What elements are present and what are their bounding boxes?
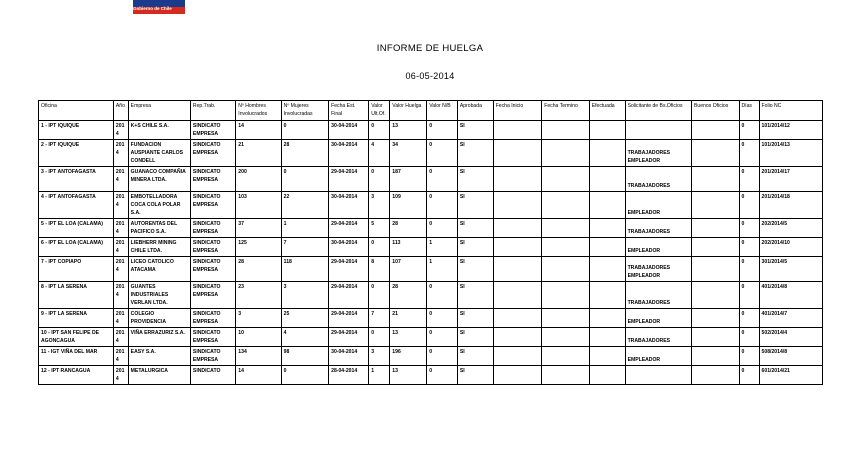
cell-hombres: 125	[236, 238, 281, 257]
cell-aprobada: SI	[457, 219, 493, 238]
cell-ult: 1	[369, 366, 390, 385]
cell-mujeres: 1	[281, 219, 328, 238]
cell-hombres: 23	[236, 282, 281, 309]
cell-oficina: 7 - IPT COPIAPO	[39, 257, 114, 282]
cell-folio: 201/2014/17	[759, 167, 822, 192]
cell-dias: 0	[739, 257, 759, 282]
cell-anio: 2014	[113, 309, 128, 328]
table-row	[39, 192, 823, 219]
cell-nb: 0	[427, 140, 458, 167]
cell-hombres: 21	[236, 140, 281, 167]
cell-termino	[542, 347, 589, 366]
cell-nb: 0	[427, 366, 458, 385]
cell-folio: 202/2014/5	[759, 219, 822, 238]
cell-ult: 4	[369, 140, 390, 167]
cell-nb: 1	[427, 238, 458, 257]
cell-fecha-est: 30-04-2014	[329, 238, 369, 257]
cell-fecha-est: 29-04-2014	[329, 328, 369, 347]
table-row	[39, 282, 823, 309]
cell-folio: 101/2014/12	[759, 121, 822, 140]
cell-mujeres: 0	[281, 121, 328, 140]
cell-anio: 2014	[113, 219, 128, 238]
table-row	[39, 366, 823, 385]
cell-mujeres: 25	[281, 309, 328, 328]
cell-folio: 202/2014/10	[759, 238, 822, 257]
cell-hombres: 3	[236, 309, 281, 328]
cell-ult: 3	[369, 347, 390, 366]
cell-huelga: 113	[390, 238, 427, 257]
cell-anio: 2014	[113, 192, 128, 219]
column-header: Valor N/B	[427, 101, 458, 121]
cell-termino	[542, 282, 589, 309]
cell-mujeres: 28	[281, 140, 328, 167]
gobierno-logo	[133, 0, 185, 14]
cell-aprobada: SI	[457, 140, 493, 167]
logo-red-band	[133, 7, 185, 14]
cell-buenos	[692, 257, 739, 282]
column-header: Rep.Trab.	[190, 101, 235, 121]
cell-nb: 0	[427, 309, 458, 328]
cell-empresa: GUANTES INDUSTRIALES VERLAN LTDA.	[128, 282, 190, 309]
cell-inicio	[493, 219, 542, 238]
cell-fecha-est: 30-04-2014	[329, 192, 369, 219]
cell-dias: 0	[739, 167, 759, 192]
cell-solicitante: TRABAJADORES	[625, 219, 691, 238]
cell-rep: SINDICATO EMPRESA	[190, 328, 235, 347]
cell-ult: 0	[369, 238, 390, 257]
column-header: Fecha Est. Final	[329, 101, 369, 121]
cell-rep: SINDICATO EMPRESA	[190, 140, 235, 167]
column-header: Oficina	[39, 101, 114, 121]
cell-efectuada	[589, 192, 625, 219]
cell-empresa: FUNDACION AUSPIANTE CARLOS CONDELL	[128, 140, 190, 167]
logo-label: Gobierno de Chile	[133, 6, 172, 11]
cell-rep: SINDICATO EMPRESA	[190, 167, 235, 192]
cell-nb: 0	[427, 192, 458, 219]
cell-fecha-est: 30-04-2014	[329, 347, 369, 366]
cell-oficina: 3 - IPT ANTOFAGASTA	[39, 167, 114, 192]
report-title: INFORME DE HUELGA	[376, 43, 484, 54]
cell-rep: SINDICATO EMPRESA	[190, 309, 235, 328]
column-header: Valor Ult.Of.	[369, 101, 390, 121]
table-row	[39, 309, 823, 328]
cell-aprobada: SI	[457, 282, 493, 309]
cell-buenos	[692, 347, 739, 366]
cell-dias: 0	[739, 121, 759, 140]
table-row	[39, 140, 823, 167]
cell-efectuada	[589, 140, 625, 167]
cell-hombres: 200	[236, 167, 281, 192]
cell-huelga: 109	[390, 192, 427, 219]
cell-rep: SINDICATO EMPRESA	[190, 192, 235, 219]
column-header: Aprobada	[457, 101, 493, 121]
strike-report-table	[38, 100, 823, 385]
cell-oficina: 9 - IPT LA SERENA	[39, 309, 114, 328]
cell-inicio	[493, 366, 542, 385]
column-header: Valor Huelga	[390, 101, 427, 121]
cell-termino	[542, 140, 589, 167]
cell-inicio	[493, 309, 542, 328]
cell-nb: 0	[427, 347, 458, 366]
cell-empresa: COLEGIO PROVIDENCIA	[128, 309, 190, 328]
cell-anio: 2014	[113, 257, 128, 282]
cell-solicitante	[625, 366, 691, 385]
cell-solicitante: TRABAJADORES EMPLEADOR	[625, 257, 691, 282]
cell-ult: 0	[369, 121, 390, 140]
column-header: Nº Hombres Involucrados	[236, 101, 281, 121]
cell-rep: SINDICATO EMPRESA	[190, 347, 235, 366]
cell-aprobada: SI	[457, 309, 493, 328]
column-header: Empresa	[128, 101, 190, 121]
column-header: Año	[113, 101, 128, 121]
cell-dias: 0	[739, 140, 759, 167]
cell-aprobada: SI	[457, 347, 493, 366]
cell-buenos	[692, 192, 739, 219]
cell-huelga: 187	[390, 167, 427, 192]
column-header: Días	[739, 101, 759, 121]
cell-anio: 2014	[113, 167, 128, 192]
cell-aprobada: SI	[457, 238, 493, 257]
cell-huelga: 13	[390, 328, 427, 347]
cell-ult: 8	[369, 257, 390, 282]
cell-ult: 7	[369, 309, 390, 328]
cell-empresa: EASY S.A.	[128, 347, 190, 366]
cell-dias: 0	[739, 219, 759, 238]
cell-fecha-est: 29-04-2014	[329, 219, 369, 238]
cell-mujeres: 3	[281, 282, 328, 309]
cell-inicio	[493, 121, 542, 140]
cell-empresa: EMBOTELLADORA COCA COLA POLAR S.A.	[128, 192, 190, 219]
cell-inicio	[493, 238, 542, 257]
cell-nb: 0	[427, 121, 458, 140]
cell-hombres: 14	[236, 366, 281, 385]
cell-dias: 0	[739, 328, 759, 347]
cell-empresa: AUTORENTAS DEL PACIFICO S.A.	[128, 219, 190, 238]
cell-termino	[542, 167, 589, 192]
cell-nb: 0	[427, 282, 458, 309]
cell-oficina: 11 - IGT VIÑA DEL MAR	[39, 347, 114, 366]
cell-folio: 101/2014/13	[759, 140, 822, 167]
column-header: Solicitante de Bs.Oficios	[625, 101, 691, 121]
cell-oficina: 6 - IPT EL LOA (CALAMA)	[39, 238, 114, 257]
column-header: Fecha Termino	[542, 101, 589, 121]
cell-fecha-est: 30-04-2014	[329, 140, 369, 167]
table-header-row	[39, 101, 823, 121]
cell-huelga: 28	[390, 282, 427, 309]
cell-efectuada	[589, 347, 625, 366]
column-header: Efectuada	[589, 101, 625, 121]
cell-fecha-est: 29-04-2014	[329, 282, 369, 309]
table-row	[39, 347, 823, 366]
cell-folio: 201/2014/18	[759, 192, 822, 219]
cell-dias: 0	[739, 309, 759, 328]
cell-solicitante: EMPLEADOR	[625, 347, 691, 366]
cell-buenos	[692, 219, 739, 238]
column-header: Fecha Inicio	[493, 101, 542, 121]
cell-solicitante: EMPLEADOR	[625, 238, 691, 257]
cell-huelga: 196	[390, 347, 427, 366]
cell-folio: 401/2014/8	[759, 282, 822, 309]
table-row	[39, 121, 823, 140]
cell-empresa: LICEO CATOLICO ATACAMA	[128, 257, 190, 282]
table-row	[39, 167, 823, 192]
cell-solicitante: EMPLEADOR	[625, 192, 691, 219]
cell-nb: 1	[427, 257, 458, 282]
cell-oficina: 4 - IPT ANTOFAGASTA	[39, 192, 114, 219]
cell-anio: 2014	[113, 328, 128, 347]
cell-mujeres: 7	[281, 238, 328, 257]
cell-rep: SINDICATO	[190, 366, 235, 385]
cell-solicitante	[625, 121, 691, 140]
cell-rep: SINDICATO EMPRESA	[190, 121, 235, 140]
cell-inicio	[493, 257, 542, 282]
cell-anio: 2014	[113, 366, 128, 385]
cell-mujeres: 98	[281, 347, 328, 366]
cell-aprobada: SI	[457, 167, 493, 192]
cell-rep: SINDICATO EMPRESA	[190, 238, 235, 257]
cell-buenos	[692, 238, 739, 257]
cell-dias: 0	[739, 282, 759, 309]
cell-termino	[542, 238, 589, 257]
cell-ult: 0	[369, 328, 390, 347]
table-row	[39, 257, 823, 282]
column-header: Buenos Oficios	[692, 101, 739, 121]
cell-mujeres: 0	[281, 366, 328, 385]
cell-buenos	[692, 121, 739, 140]
cell-inicio	[493, 282, 542, 309]
cell-mujeres: 22	[281, 192, 328, 219]
cell-empresa: LIEBHERR MINING CHILE LTDA.	[128, 238, 190, 257]
cell-oficina: 1 - IPT IQUIQUE	[39, 121, 114, 140]
cell-solicitante: TRABAJADORES EMPLEADOR	[625, 140, 691, 167]
cell-efectuada	[589, 257, 625, 282]
cell-termino	[542, 219, 589, 238]
cell-anio: 2014	[113, 282, 128, 309]
cell-mujeres: 0	[281, 167, 328, 192]
cell-empresa: VIÑA ERRAZURIZ S.A.	[128, 328, 190, 347]
cell-oficina: 10 - IPT SAN FELIPE DE AGONCAGUA	[39, 328, 114, 347]
cell-nb: 0	[427, 328, 458, 347]
cell-oficina: 2 - IPT IQUIQUE	[39, 140, 114, 167]
cell-fecha-est: 29-04-2014	[329, 167, 369, 192]
cell-buenos	[692, 167, 739, 192]
cell-empresa: METALURGICA	[128, 366, 190, 385]
cell-oficina: 12 - IPT RANCAGUA	[39, 366, 114, 385]
cell-hombres: 28	[236, 257, 281, 282]
cell-anio: 2014	[113, 238, 128, 257]
cell-termino	[542, 192, 589, 219]
cell-mujeres: 4	[281, 328, 328, 347]
cell-termino	[542, 121, 589, 140]
cell-aprobada: SI	[457, 121, 493, 140]
cell-buenos	[692, 282, 739, 309]
cell-efectuada	[589, 309, 625, 328]
cell-rep: SINDICATO EMPRESA	[190, 282, 235, 309]
cell-buenos	[692, 140, 739, 167]
cell-nb: 0	[427, 219, 458, 238]
cell-aprobada: SI	[457, 328, 493, 347]
cell-empresa: GUANACO COMPAÑIA MINERA LTDA.	[128, 167, 190, 192]
cell-mujeres: 118	[281, 257, 328, 282]
cell-solicitante: TRABAJADORES	[625, 328, 691, 347]
cell-huelga: 13	[390, 366, 427, 385]
cell-huelga: 107	[390, 257, 427, 282]
cell-inicio	[493, 140, 542, 167]
cell-dias: 0	[739, 192, 759, 219]
cell-buenos	[692, 366, 739, 385]
cell-folio: 301/2014/5	[759, 257, 822, 282]
cell-aprobada: SI	[457, 192, 493, 219]
cell-fecha-est: 28-04-2014	[329, 366, 369, 385]
cell-efectuada	[589, 121, 625, 140]
cell-huelga: 21	[390, 309, 427, 328]
cell-buenos	[692, 328, 739, 347]
table-row	[39, 328, 823, 347]
cell-dias: 0	[739, 347, 759, 366]
cell-aprobada: SI	[457, 257, 493, 282]
cell-fecha-est: 29-04-2014	[329, 309, 369, 328]
column-header: Folio NC	[759, 101, 822, 121]
cell-termino	[542, 257, 589, 282]
column-header: Nº Mujeres Involucradas	[281, 101, 328, 121]
cell-solicitante: TRABAJADORES	[625, 167, 691, 192]
cell-termino	[542, 366, 589, 385]
cell-anio: 2014	[113, 140, 128, 167]
cell-buenos	[692, 309, 739, 328]
cell-folio: 601/2014/21	[759, 366, 822, 385]
table-row	[39, 238, 823, 257]
cell-inicio	[493, 192, 542, 219]
cell-oficina: 5 - IPT EL LOA (CALAMA)	[39, 219, 114, 238]
cell-hombres: 14	[236, 121, 281, 140]
cell-anio: 2014	[113, 121, 128, 140]
cell-aprobada: SI	[457, 366, 493, 385]
cell-folio: 401/2014/7	[759, 309, 822, 328]
cell-ult: 3	[369, 192, 390, 219]
cell-folio: 508/2014/8	[759, 347, 822, 366]
cell-rep: SINDICATO EMPRESA	[190, 257, 235, 282]
cell-efectuada	[589, 167, 625, 192]
cell-inicio	[493, 167, 542, 192]
table-body	[39, 121, 823, 385]
cell-dias: 0	[739, 366, 759, 385]
cell-hombres: 10	[236, 328, 281, 347]
cell-termino	[542, 309, 589, 328]
cell-empresa: K+S CHILE S.A.	[128, 121, 190, 140]
cell-inicio	[493, 347, 542, 366]
cell-dias: 0	[739, 238, 759, 257]
cell-oficina: 8 - IPT LA SERENA	[39, 282, 114, 309]
cell-huelga: 34	[390, 140, 427, 167]
cell-ult: 0	[369, 282, 390, 309]
report-date: 06-05-2014	[405, 71, 455, 81]
cell-inicio	[493, 328, 542, 347]
cell-rep: SINDICATO EMPRESA	[190, 219, 235, 238]
cell-hombres: 37	[236, 219, 281, 238]
cell-hombres: 134	[236, 347, 281, 366]
cell-fecha-est: 30-04-2014	[329, 121, 369, 140]
cell-efectuada	[589, 366, 625, 385]
cell-efectuada	[589, 219, 625, 238]
cell-fecha-est: 29-04-2014	[329, 257, 369, 282]
cell-huelga: 28	[390, 219, 427, 238]
cell-ult: 0	[369, 167, 390, 192]
cell-nb: 0	[427, 167, 458, 192]
cell-huelga: 13	[390, 121, 427, 140]
cell-efectuada	[589, 238, 625, 257]
cell-solicitante: TRABAJADORES	[625, 282, 691, 309]
cell-efectuada	[589, 282, 625, 309]
cell-termino	[542, 328, 589, 347]
cell-solicitante: EMPLEADOR	[625, 309, 691, 328]
cell-hombres: 103	[236, 192, 281, 219]
table-row	[39, 219, 823, 238]
cell-folio: 502/2014/4	[759, 328, 822, 347]
cell-efectuada	[589, 328, 625, 347]
cell-ult: 5	[369, 219, 390, 238]
cell-anio: 2014	[113, 347, 128, 366]
